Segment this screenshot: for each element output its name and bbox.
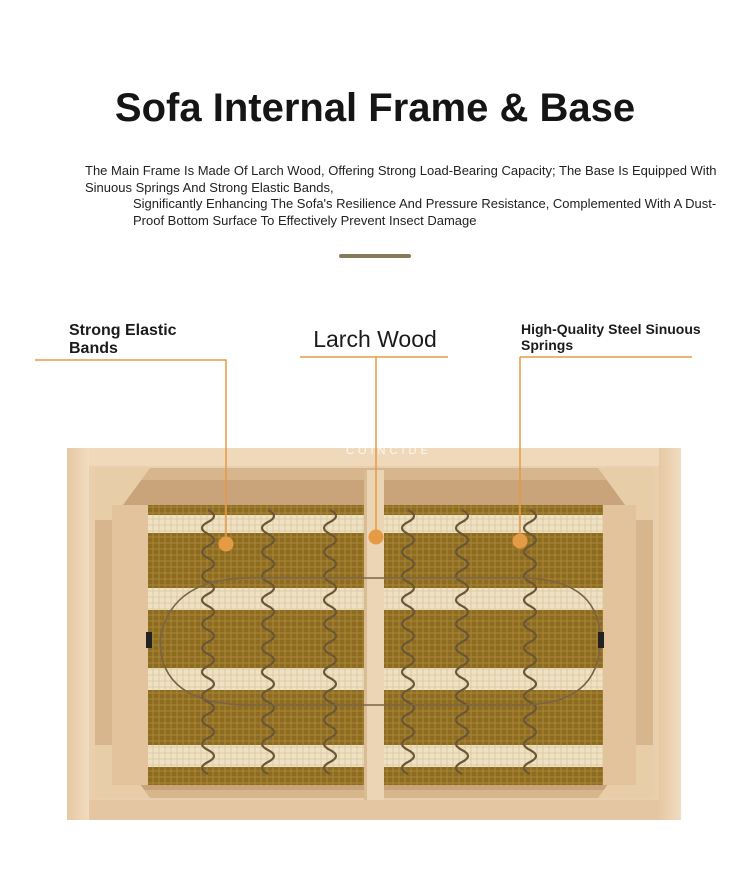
inner-right-rail xyxy=(603,505,636,785)
callout-dot-springs xyxy=(513,534,528,549)
clip-left xyxy=(146,632,152,648)
frame-right-rail xyxy=(659,448,681,820)
description-line-1: The Main Frame Is Made Of Larch Wood, Offering Strong Load-Bearing Capacity; The Base Is Equipped With Sinuous Springs And Strong Elastic Bands, xyxy=(85,163,717,195)
watermark-text: COINCIDE xyxy=(346,445,432,457)
callout-elastic-bands: Strong Elastic Bands xyxy=(69,322,177,357)
callout-dot-elastic-bands xyxy=(219,537,234,552)
description-line-2: Significantly Enhancing The Sofa's Resilience And Pressure Resistance, Complemented With A Dust-Proof Bottom Surface To Effectively Prevent Insect Damage xyxy=(133,196,717,228)
callout-sinuous-springs: High-Quality Steel Sinuous Springs xyxy=(521,321,701,353)
clip-right xyxy=(598,632,604,648)
callout-dot-larch-wood xyxy=(369,530,384,545)
inner-left-rail xyxy=(112,505,148,785)
frame-left-rail xyxy=(67,448,89,820)
frame-bottom-rail xyxy=(67,800,681,820)
callout-larch-wood: Larch Wood xyxy=(313,326,437,352)
page-title: Sofa Internal Frame & Base xyxy=(114,86,636,130)
